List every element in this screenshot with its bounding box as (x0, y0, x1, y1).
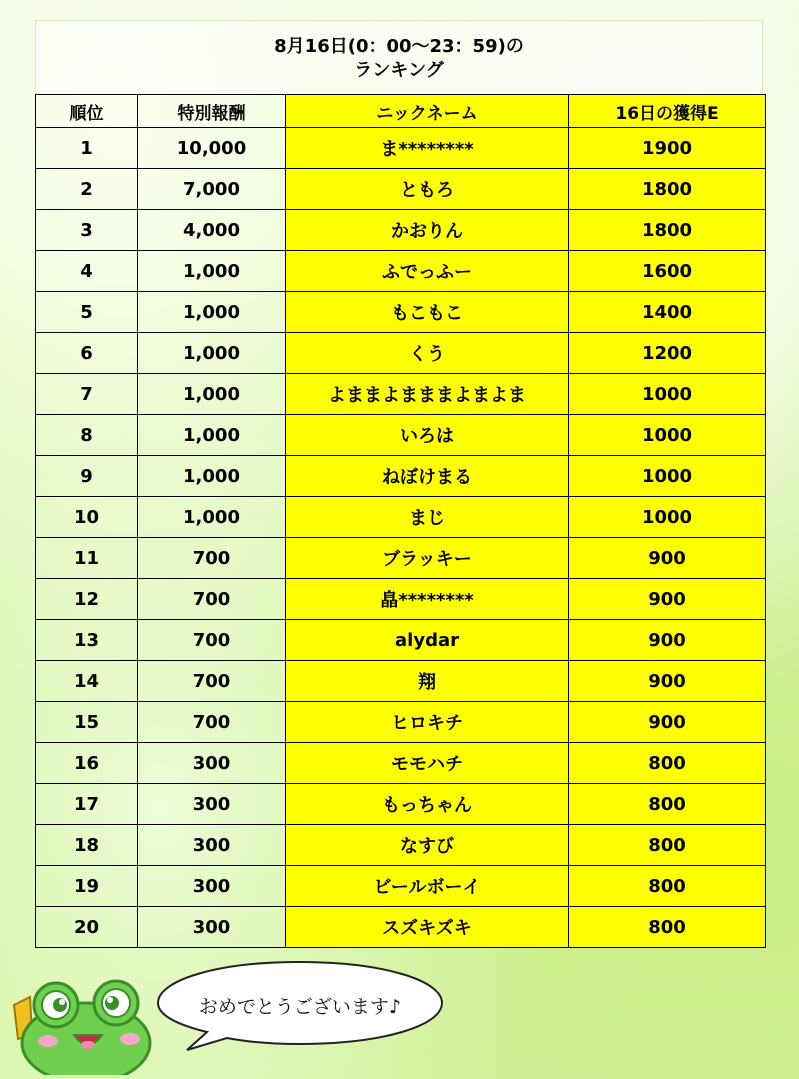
points-cell: 1000 (569, 497, 766, 538)
rank-cell: 3 (36, 210, 138, 251)
table-row (36, 538, 766, 579)
rank-cell: 6 (36, 333, 138, 374)
reward-cell: 700 (138, 538, 286, 579)
rank-cell: 14 (36, 661, 138, 702)
table-row (36, 497, 766, 538)
reward-cell: 1,000 (138, 456, 286, 497)
table-row (36, 866, 766, 907)
nickname-cell: まじ (286, 497, 569, 538)
frog-mascot-icon (6, 975, 156, 1075)
nickname-cell: ねぼけまる (286, 456, 569, 497)
points-cell: 800 (569, 784, 766, 825)
table-row (36, 251, 766, 292)
points-cell: 900 (569, 661, 766, 702)
reward-cell: 7,000 (138, 169, 286, 210)
nickname-cell: ブラッキー (286, 538, 569, 579)
table-row (36, 825, 766, 866)
title-line-2: ランキング (354, 60, 444, 81)
speech-text: おめでとうございます♪ (198, 996, 402, 1018)
rank-cell: 7 (36, 374, 138, 415)
reward-cell: 300 (138, 825, 286, 866)
points-cell: 900 (569, 620, 766, 661)
points-cell: 900 (569, 579, 766, 620)
rank-cell: 2 (36, 169, 138, 210)
points-cell: 1600 (569, 251, 766, 292)
nickname-cell: スズキズキ (286, 907, 569, 948)
reward-cell: 4,000 (138, 210, 286, 251)
table-row (36, 702, 766, 743)
rank-cell: 12 (36, 579, 138, 620)
rank-cell: 9 (36, 456, 138, 497)
rank-cell: 13 (36, 620, 138, 661)
points-cell: 900 (569, 538, 766, 579)
table-row (36, 907, 766, 948)
rank-cell: 11 (36, 538, 138, 579)
table-row (36, 456, 766, 497)
reward-cell: 1,000 (138, 497, 286, 538)
nickname-cell: いろは (286, 415, 569, 456)
table-row (36, 210, 766, 251)
rank-cell: 20 (36, 907, 138, 948)
nickname-cell: ヒロキチ (286, 702, 569, 743)
nickname-cell: ふでっふー (286, 251, 569, 292)
reward-cell: 700 (138, 702, 286, 743)
points-cell: 1800 (569, 210, 766, 251)
reward-cell: 700 (138, 579, 286, 620)
nickname-cell: alydar (286, 620, 569, 661)
table-row (36, 620, 766, 661)
table-row (36, 333, 766, 374)
table-row (36, 128, 766, 169)
points-cell: 900 (569, 702, 766, 743)
reward-cell: 1,000 (138, 292, 286, 333)
nickname-cell: もっちゃん (286, 784, 569, 825)
nickname-cell: よままよまままよまよま (286, 374, 569, 415)
reward-cell: 1,000 (138, 333, 286, 374)
rank-cell: 17 (36, 784, 138, 825)
points-cell: 800 (569, 866, 766, 907)
nickname-cell: ビールボーイ (286, 866, 569, 907)
nickname-cell: なすび (286, 825, 569, 866)
points-cell: 1900 (569, 128, 766, 169)
points-cell: 800 (569, 825, 766, 866)
reward-cell: 300 (138, 784, 286, 825)
rank-cell: 4 (36, 251, 138, 292)
ranking-panel (35, 20, 763, 948)
points-cell: 1000 (569, 374, 766, 415)
points-cell: 1000 (569, 415, 766, 456)
reward-cell: 300 (138, 866, 286, 907)
points-cell: 800 (569, 743, 766, 784)
nickname-cell: ま******** (286, 128, 569, 169)
reward-cell: 300 (138, 743, 286, 784)
table-header-row (36, 95, 766, 128)
reward-cell: 700 (138, 620, 286, 661)
nickname-cell: 翔 (286, 661, 569, 702)
rank-cell: 10 (36, 497, 138, 538)
nickname-cell: モモハチ (286, 743, 569, 784)
header-reward: 特別報酬 (138, 95, 286, 128)
table-row (36, 579, 766, 620)
table-row (36, 292, 766, 333)
reward-cell: 1,000 (138, 251, 286, 292)
rank-cell: 15 (36, 702, 138, 743)
nickname-cell: ともろ (286, 169, 569, 210)
table-row (36, 784, 766, 825)
reward-cell: 10,000 (138, 128, 286, 169)
header-nickname: ニックネーム (286, 95, 569, 128)
points-cell: 1800 (569, 169, 766, 210)
header-points: 16日の獲得E (569, 95, 766, 128)
table-row (36, 169, 766, 210)
header-rank: 順位 (36, 95, 138, 128)
ranking-title (35, 20, 763, 94)
table-row (36, 374, 766, 415)
rank-cell: 18 (36, 825, 138, 866)
points-cell: 1200 (569, 333, 766, 374)
nickname-cell: かおりん (286, 210, 569, 251)
nickname-cell: もこもこ (286, 292, 569, 333)
table-row (36, 415, 766, 456)
table-row (36, 661, 766, 702)
rank-cell: 19 (36, 866, 138, 907)
points-cell: 800 (569, 907, 766, 948)
rank-cell: 8 (36, 415, 138, 456)
reward-cell: 1,000 (138, 374, 286, 415)
rank-cell: 16 (36, 743, 138, 784)
nickname-cell: くう (286, 333, 569, 374)
nickname-cell: 皛******** (286, 579, 569, 620)
reward-cell: 300 (138, 907, 286, 948)
ranking-table (35, 94, 766, 948)
reward-cell: 1,000 (138, 415, 286, 456)
title-line-1: 8月16日(0：00〜23：59)の (274, 36, 524, 57)
reward-cell: 700 (138, 661, 286, 702)
points-cell: 1400 (569, 292, 766, 333)
rank-cell: 5 (36, 292, 138, 333)
rank-cell: 1 (36, 128, 138, 169)
points-cell: 1000 (569, 456, 766, 497)
table-row (36, 743, 766, 784)
